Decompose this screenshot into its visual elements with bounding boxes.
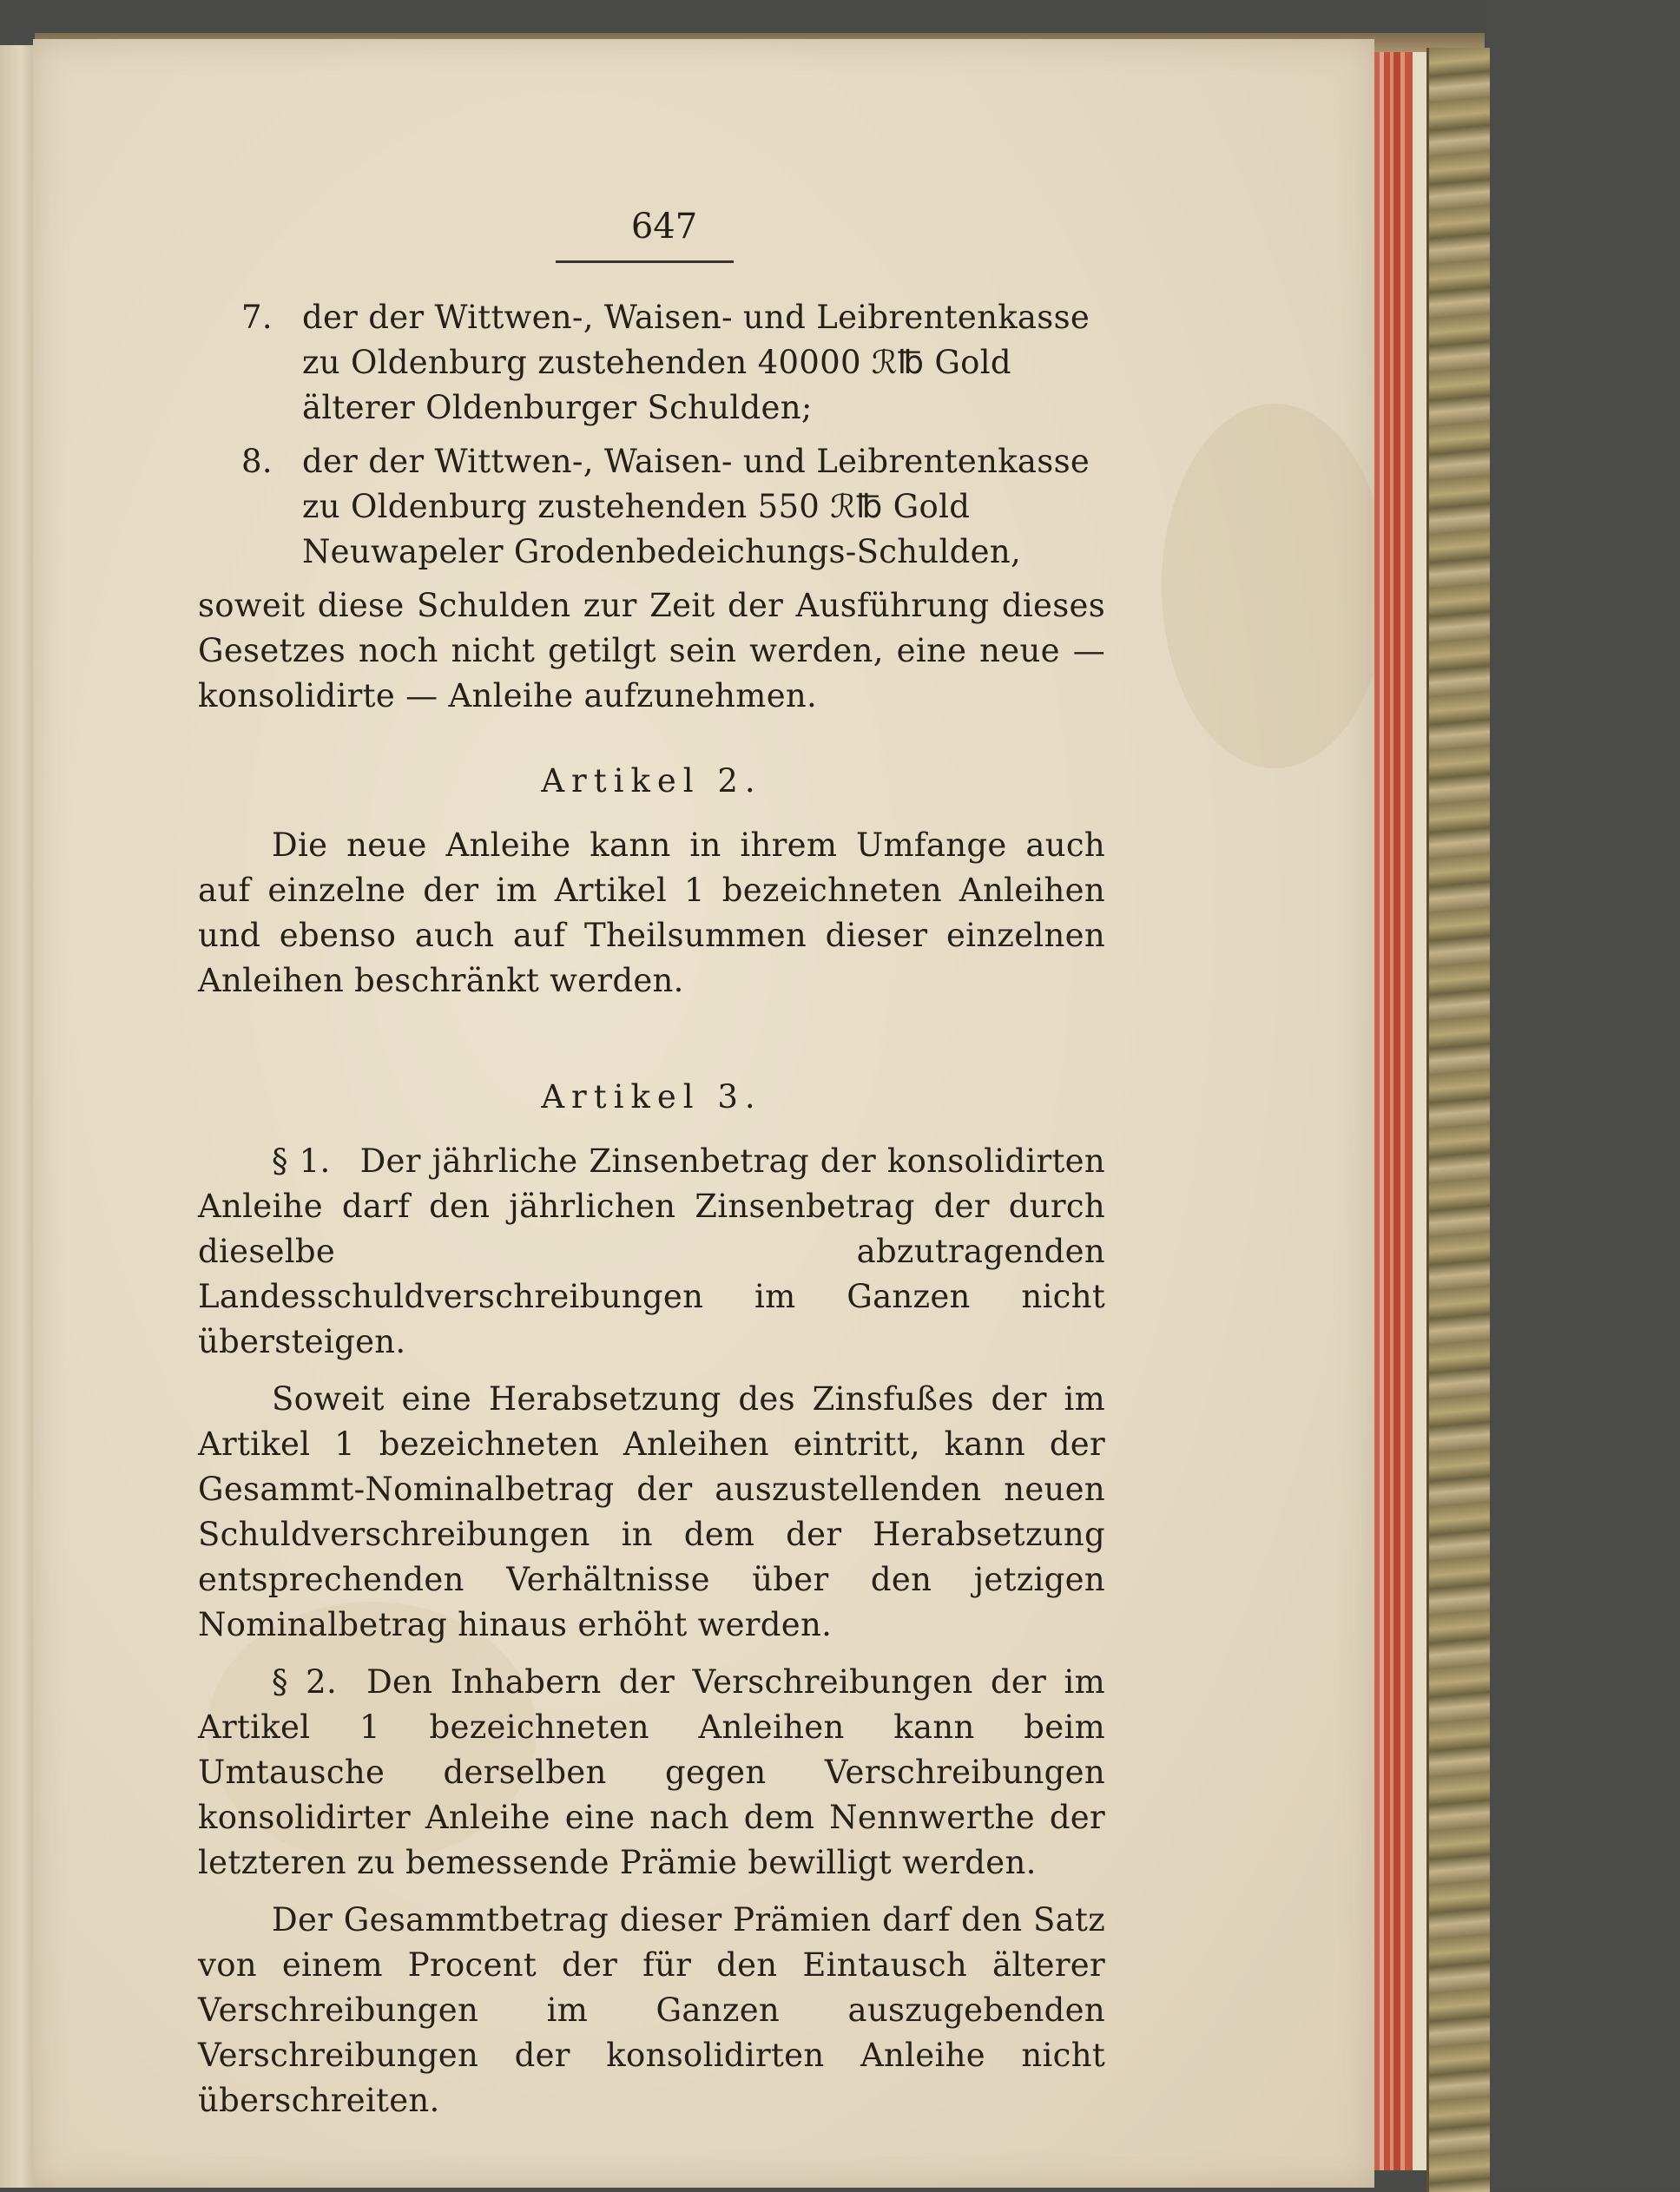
facing-page-edge — [0, 45, 36, 2188]
item-text: der der Wittwen-, Waisen- und Leibrentenkasse zu Oldenburg zustehenden 550 ℛ℔ Gold Neuwapeler Grodenbedeichungs-Schulden, — [302, 443, 1090, 570]
article-2-heading: Artikel 2. — [541, 762, 762, 800]
item-text: der der Wittwen-, Waisen- und Leibrentenkasse zu Oldenburg zustehenden 40000 ℛ℔ Gold älterer Oldenburger Schulden; — [302, 299, 1090, 426]
section-1-paragraph — [198, 1139, 1105, 1365]
section-2-text: Den Inhabern der Verschreibungen der im Artikel 1 bezeichneten Anleihen kann beim Umtausche derselben gegen Verschreibungen konsolidirter Anleihe eine nach dem Nennwerthe der letzteren zu bemessende Prämie bewilligt werden. — [198, 1663, 1106, 1881]
paper-stain — [1162, 404, 1387, 768]
article-3-heading: Artikel 3. — [541, 1078, 762, 1116]
page-block-edges — [1374, 52, 1426, 2170]
section-2-paragraph-2: Der Gesammtbetrag dieser Prämien darf den Satz von einem Procent der für den Eintausch älterer Verschreibungen im Ganzen auszugebenden Verschreibungen der konsolidirten Anleihe nicht überschreiten. — [198, 1901, 1105, 2119]
page-text — [198, 208, 1105, 2136]
section-2-paragraph — [198, 1660, 1105, 1886]
background-right — [1487, 0, 1680, 2188]
item-number: 8. — [241, 443, 273, 480]
section-1-text: Der jährliche Zinsenbetrag der konsolidirten Anleihe darf den jährlichen Zinsenbetrag der durch dieselbe abzutragenden Landesschuldverschreibungen im Ganzen nicht übersteigen. — [198, 1142, 1106, 1360]
list-item-8 — [198, 439, 1105, 575]
closing-paragraph: soweit diese Schulden zur Zeit der Ausführung dieses Gesetzes noch nicht getilgt sein werden, eine neue — konsolidirte — Anleihe aufzunehmen. — [198, 587, 1105, 714]
page-number: 647 — [630, 207, 698, 247]
section-2-label: § 2. — [272, 1663, 338, 1701]
section-1-paragraph-2: Soweit eine Herabsetzung des Zinsfußes der im Artikel 1 bezeichneten Anleihen eintritt, kann der Gesammt-Nominalbetrag der auszustellenden neuen Schuldverschreibungen in dem der Herabsetzung entsprechenden Verhältnisse über den jetzigen Nominalbetrag hinaus erhöht werden. — [198, 1380, 1105, 1643]
list-item-7 — [198, 295, 1105, 431]
section-1-label: § 1. — [272, 1142, 331, 1180]
item-number: 7. — [241, 299, 273, 336]
book-cover-marbled — [1426, 48, 1490, 2192]
article-2-text: Die neue Anleihe kann in ihrem Umfange auch auf einzelne der im Artikel 1 bezeichneten Anleihen und ebenso auch auf Theilsummen dieser einzelnen Anleihen beschränkt werden. — [198, 826, 1105, 999]
